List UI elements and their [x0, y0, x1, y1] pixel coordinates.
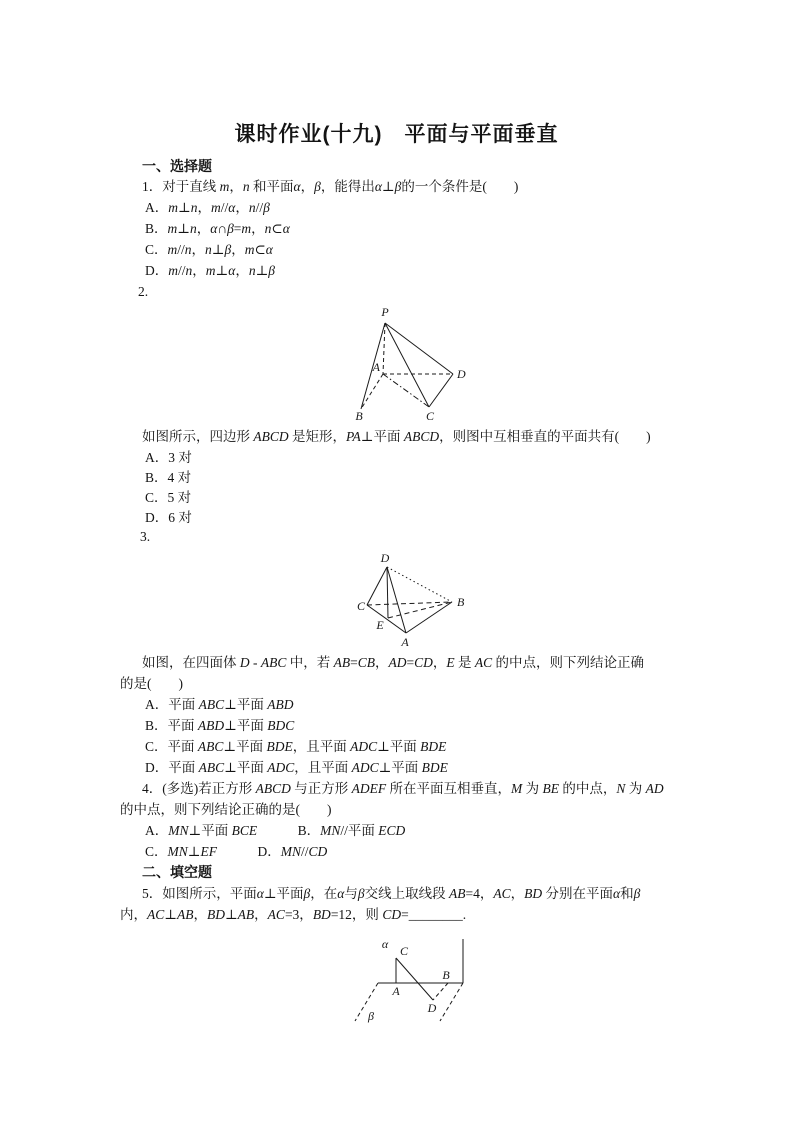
question-4-options-row1: A．MN⊥平面 BCE B．MN//平面 ECD: [145, 823, 406, 838]
segment-de: [387, 567, 388, 618]
question-1-option-d: D．m//n，m⊥α，n⊥β: [145, 263, 275, 278]
question-2-option-a: A．3 对: [145, 450, 192, 465]
vertex-label-a: A: [372, 360, 380, 374]
vertex-label-e: E: [376, 618, 384, 632]
segment-cd: [396, 958, 433, 1000]
page-title: 课时作业(十九) 平面与平面垂直: [234, 123, 559, 146]
edge-ca: [367, 605, 406, 633]
question-3-stem-line2: 的是( ): [120, 676, 183, 691]
segment-bd-hidden: [433, 983, 448, 1000]
question-1-option-c: C．m//n，n⊥β，m⊂α: [145, 242, 273, 257]
question-2-option-d: D．6 对: [145, 510, 192, 525]
figure-q3-tetrahedron: [350, 553, 475, 648]
section-heading-blank: 二、填空题: [142, 864, 212, 880]
edge-ab: [406, 602, 452, 633]
edge-dc: [367, 567, 387, 605]
vertex-label-d: D: [427, 1001, 437, 1015]
vertex-label-c: C: [425, 409, 435, 423]
question-5-stem-line2: 内，AC⊥AB，BD⊥AB，AC=3，BD=12，则 CD=________.: [120, 907, 467, 922]
vertex-label-d: D: [380, 551, 390, 565]
figure-q5-planes: [345, 935, 475, 1030]
vertex-label-a: A: [392, 984, 400, 998]
vertex-label-p: P: [381, 305, 389, 319]
plane-beta-left-edge: [355, 983, 378, 1021]
vertex-label-a: A: [401, 635, 409, 649]
question-2-number: 2.: [138, 284, 149, 299]
figure-q2-pyramid: [340, 303, 500, 428]
plane-label-alpha: α: [381, 937, 389, 951]
vertex-label-b: B: [442, 968, 450, 982]
edge-cb-hidden: [367, 602, 452, 605]
question-3-number: 3.: [140, 529, 151, 544]
edge-pd: [385, 323, 453, 374]
diagonal-ac: [383, 374, 429, 407]
question-2-stem: 如图所示，四边形 ABCD 是矩形，PA⊥平面 ABCD，则图中互相垂直的平面共有( ): [142, 429, 651, 444]
question-1-option-b: B．m⊥n，α∩β=m，n⊂α: [145, 221, 290, 236]
edge-ab-hidden: [361, 374, 383, 409]
section-heading-choice: 一、选择题: [142, 158, 212, 174]
question-3-stem-line1: 如图，在四面体 D - ABC 中，若 AB=CB，AD=CD，E 是 AC 的中点，则下列结论正确: [142, 655, 645, 670]
question-4-options-row2: C．MN⊥EF D．MN//CD: [145, 844, 328, 859]
vertex-label-c: C: [356, 599, 366, 613]
question-3-option-d: D．平面 ABC⊥平面 ADC，且平面 ADC⊥平面 BDE: [145, 760, 448, 775]
vertex-label-b: B: [355, 409, 363, 423]
question-1-stem: 1．对于直线 m，n 和平面α，β，能得出α⊥β的一个条件是( ): [142, 179, 519, 194]
question-3-option-a: A．平面 ABC⊥平面 ABD: [145, 697, 294, 712]
question-3-option-c: C．平面 ABC⊥平面 BDE，且平面 ADC⊥平面 BDE: [145, 739, 447, 754]
edge-db-dotted: [387, 567, 452, 602]
vertex-label-d: D: [457, 367, 466, 381]
question-4-stem-line1: 4．(多选)若正方形 ABCD 与正方形 ADEF 所在平面互相垂直，M 为 BE 的中点，N 为 AD: [142, 781, 664, 796]
question-4-stem-line2: 的中点，则下列结论正确的是( ): [120, 802, 332, 817]
edge-da: [387, 567, 406, 633]
question-2-option-b: B．4 对: [145, 470, 192, 485]
edge-cd: [429, 374, 453, 407]
question-5-stem-line1: 5．如图所示，平面α⊥平面β，在α与β交线上取线段 AB=4，AC，BD 分别在平面α和β: [142, 886, 641, 901]
vertex-label-c: C: [400, 944, 409, 958]
edge-pc: [385, 323, 429, 407]
vertex-label-b: B: [457, 595, 465, 609]
question-3-option-b: B．平面 ABD⊥平面 BDC: [145, 718, 295, 733]
plane-label-beta: β: [368, 1009, 374, 1023]
question-1-option-a: A．m⊥n，m//α，n//β: [145, 200, 270, 215]
question-2-option-c: C．5 对: [145, 490, 192, 505]
